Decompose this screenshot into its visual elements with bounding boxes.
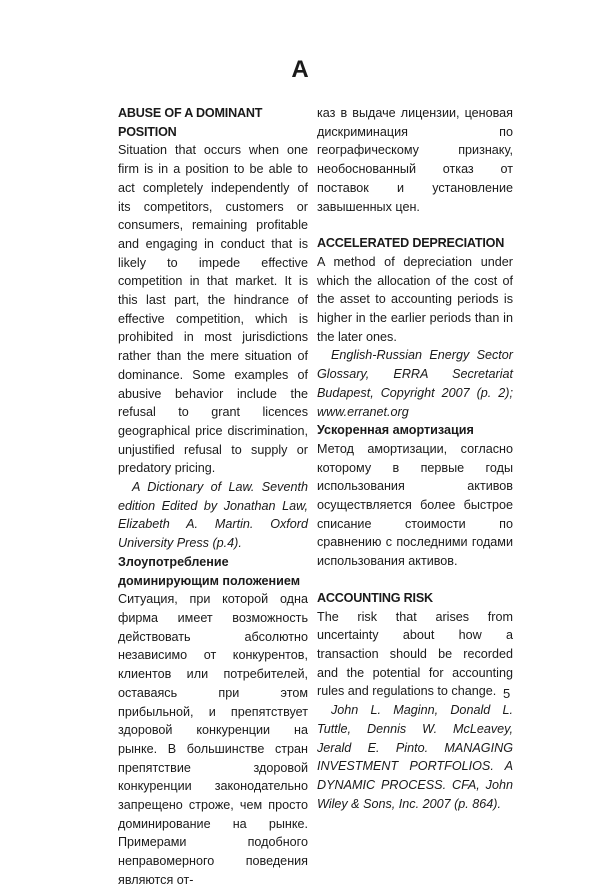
entry-definition-abuse: Situation that occurs when one firm is in a position to be able to act completely independently of its competitors, customers or consumers, remaining profitable and engaging in conduct that is likely to impede effective competition in that market. It is this last part, the hindrance of effective competition, which is prohibited in most jurisdictions rather than the mere situation of dominance. Some examples of abusive behavior include the refusal to grant licences geographical price discrimination, unjustified refusal to supply or predatory pricing. <box>118 143 308 476</box>
entry-definition-accounting-risk: The risk that arises from uncertainty about how a transaction should be recorded and the potential for accounting rules and regulations to change. <box>317 609 513 699</box>
entry-source-accelerated-text: English-Russian Energy Sector Glossary, ERRA Secretariat Budapest, Copyright 2007 (p. 2); www.erranet.org <box>317 348 513 419</box>
entry-source-accelerated <box>317 346 513 421</box>
section-letter: A <box>291 56 309 83</box>
entry-russian-term-abuse: Злоупотребление доминирующим положением <box>118 554 301 588</box>
entry-term-accounting-risk: ACCOUNTING RISK <box>317 590 433 605</box>
entry-russian-continuation-abuse: каз в выдаче лицензии, ценовая дискриминация по географическому признаку, необоснованный отказ от поставок и установление завышенных цен. <box>317 106 513 214</box>
left-column <box>118 104 308 890</box>
entry-source-abuse-text: A Dictionary of Law. Seventh edition Edited by Jonathan Law, Elizabeth A. Martin. Oxford University Press (p.4). <box>118 480 308 551</box>
entry-source-accounting-risk-text: John L. Maginn, Donald L. Tuttle, Dennis W. McLeavey, Jerald E. Pinto. MANAGING INVESTMENT PORTFOLIOS. A DYNAMIC PROCESS. CFA, John Wiley & Sons, Inc. 2007 (p. 864). <box>317 703 513 811</box>
entry-separator <box>317 571 513 589</box>
entry-definition-accelerated: A method of depreciation under which the allocation of the cost of the asset to accounting periods is higher in the earlier periods than in the later ones. <box>317 254 513 344</box>
entry-separator <box>317 216 513 234</box>
entry-source-accounting-risk <box>317 701 513 813</box>
entry-russian-definition-accelerated: Метод амортизации, согласно которому в первые годы использования активов осуществляется более быстрое списание стоимости по сравнению с последними годами использования активов. <box>317 441 513 569</box>
entry-source-abuse <box>118 478 308 553</box>
entry-russian-term-accelerated: Ускоренная амортизация <box>317 423 474 438</box>
page-number: 5 <box>503 686 511 701</box>
right-column <box>317 104 513 813</box>
entry-term-accelerated: ACCELERATED DEPRECIATION <box>317 236 505 251</box>
entry-russian-definition-abuse: Ситуация, при которой одна фирма имеет возможность действовать абсолютно независимо от конкурентов, клиентов или потребителей, оставаясь при этом прибыльной, и препятствует здоровой конкуренции на рынке. В большинстве стран препятствие здоровой конкуренции законодательно запрещено строже, чем просто доминирование на рынке. Примерами подобного неправомерного поведения являются от- <box>118 592 308 887</box>
entry-term-abuse: ABUSE OF A DOMINANT POSITION <box>118 106 263 139</box>
